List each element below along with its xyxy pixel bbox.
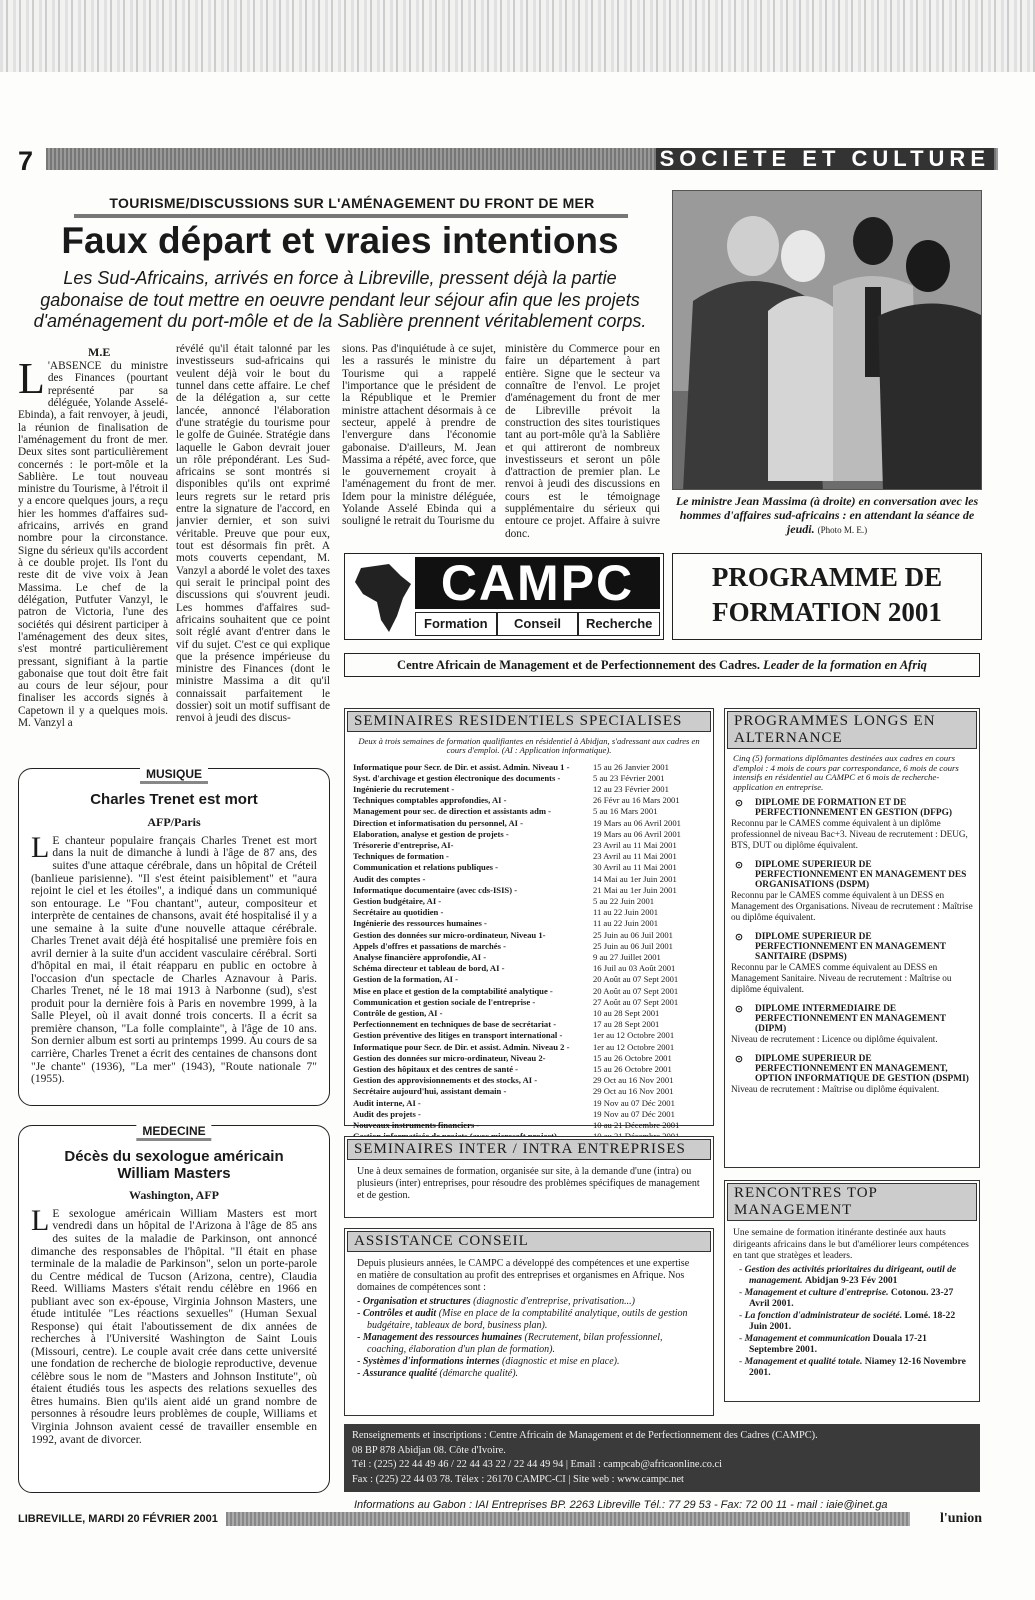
seminar-dates: 20 Août au 07 Sept 2001 xyxy=(593,974,679,985)
inter-intra-title: SEMINAIRES INTER / INTRA ENTREPRISES xyxy=(347,1139,711,1160)
assistance-item: - Contrôles et audit (Mise en place de la comptabilité analytique, outils de gestion budgétaire, tableaux de bord, business plan). xyxy=(357,1308,688,1331)
article-standfirst: Les Sud-Africains, arrivés en force à Libreville, pressent déjà la partie gabonaise de tout mettre en oeuvre pendant leur séjour afin que les projets d'aménagement du port-môle et de la Sablière prennent véritablement corps. xyxy=(33,268,647,332)
top-management-item-place: Abidjan 9-23 Fév 2001 xyxy=(804,1275,898,1286)
seminar-title: Gestion des approvisionnements et des stocks, AI - xyxy=(353,1075,538,1086)
top-management-item-place: Douala 17-21 Septembre 2001. xyxy=(749,1332,927,1355)
seminar-row xyxy=(353,974,705,985)
seminar-dates: 15 au 26 Janvier 2001 xyxy=(593,761,669,772)
seminar-dates: 30 Avril au 11 Mai 2001 xyxy=(593,862,677,873)
drop-cap: L xyxy=(18,360,45,403)
top-management-item: - Management et culture d'entreprise. Cotonou. 23-27 Avril 2001. xyxy=(739,1286,954,1309)
top-management-item: - Management et qualité totale. Niamey 12-16 Novembre 2001. xyxy=(739,1355,966,1378)
seminar-title: Communication et gestion sociale de l'entreprise - xyxy=(353,996,536,1007)
contact-line-4: Fax : (225) 22 44 03 78. Télex : 26170 CAMPC-CI | Site web : www.campc.net xyxy=(352,1473,684,1485)
top-management-item-title: La fonction d'administrateur de société. xyxy=(744,1309,903,1321)
seminar-title: Ingénierie des ressources humaines - xyxy=(353,918,487,929)
seminar-row xyxy=(353,1098,705,1109)
assistance-item: - Organisation et structures (diagnostic d'entreprise, privatisation...) xyxy=(357,1296,635,1307)
seminar-dates: 9 au 27 Juillet 2001 xyxy=(593,952,661,963)
seminar-dates: 5 au 22 Juin 2001 xyxy=(593,896,655,906)
seminar-row xyxy=(353,1019,705,1030)
seminar-row xyxy=(353,874,705,885)
article-column-2: révélé qu'il était talonné par les investisseurs sud-africains qui veulent déjà voir le bout du tunnel dans cette affaire. Le chef de la délégation a, sur cette lancée, annoncé l'élaboration d'une stratégie du tourisme pour le golfe de Guinée. Stratégie dans laquelle le Gabon devrait jouer un rôle prépondérant. Les Sud-africains se sont montrés si disponibles qu'ils ont exprimé leurs regrets sur le retard pris entre la signature de l'accord, en janvier dernier, et son suivi véritable. Preuve que pour eux, tout est désormais fin prêt. A mots couverts cependant, M. Vanzyl a abordé le volet des taxes qui serait le principal point des discussions qui s'ouvrent jeudi. Les hommes d'affaires sud-africains souhaitent que ce point soit réglé avant d'entrer dans le vif du sujet. C'est ce qui explique que la présence impérieuse du ministre des Finances (dont le ministre Massima a dit qu'il connaissait parfaitement le dossier) soit un motif suffisant de renvoi à jeudi des discus- xyxy=(176,343,330,725)
seminar-list xyxy=(345,762,713,1143)
seminar-row xyxy=(353,1042,705,1053)
seminar-dates: 26 Févr au 16 Mars 2001 xyxy=(593,795,680,806)
seminar-dates: 12 au 23 Février 2001 xyxy=(593,783,669,794)
africa-map-icon xyxy=(349,554,419,639)
diploma-title: ⊙ DIPLOME SUPERIEUR DE PERFECTIONNEMENT EN MANAGEMENT SANITAIRE (DSPMS) xyxy=(735,932,946,963)
residential-seminars-intro: Deux à trois semaines de formation qualifiantes en résidentiel à Abidjan, s'adressant aux cadres en cours d'emploi. (AI : Application informatique). xyxy=(358,736,700,756)
music-body: L E chanteur populaire français Charles Trenet est mort dans la nuit de dimanche à lundi à l'âge de 87 ans, des suites d'une attaque cérébrale, dans un hôpital de Créteil (banlieue parisienne). "Il s'est éteint paisiblement" et "aura rejoint le ciel et les étoiles", a indiqué dans un communiqué son entourage. Le "Fou chantant", auteur, compositeur et interprète de centaines de chansons, avait été hospitalisé il y a une semaine à la suite d'une nouvelle attaque cérébrale. Charles Trenet avait déjà été hospitalisé une première fois en avril dernier à la suite d'un accident vasculaire cérébral. Sorti d'hôpital en mai, il était réapparu en public en octobre à l'occasion d'un spectacle de Charles Aznavour à Paris. Charles Trenet, né le 18 mai 1913 à Narbonne (sud), s'est produit pour la dernière fois à Paris en novembre 1999, à la Salle Pleyel, où il avait donné trois concerts. Il a écrit sa première chanson, "La folle complainte", à l'âge de 10 ans. Son dernier album est sorti au printemps 1999. Au cours de sa carrière, Charles Trenet a écrit des centaines de chansons dont "Je chante" (1936), "La mer" (1943), "Route nationale 7" (1955). xyxy=(31,830,317,1086)
seminar-row xyxy=(353,941,705,952)
diploma-title: ⊙ DIPLOME SUPERIEUR DE PERFECTIONNEMENT EN MANAGEMENT DES ORGANISATIONS (DSPM) xyxy=(735,860,967,891)
seminar-dates: 15 au 26 Octobre 2001 xyxy=(593,1064,672,1075)
seminar-dates: 10 au 21 Décembre 2001 xyxy=(593,1120,680,1131)
seminar-title: Management pour sec. de direction et assistants adm - xyxy=(353,806,552,817)
assistance-conseil-intro: Depuis plusieurs années, le CAMPC a développé des compétences et une expertise en matière de consultation au profit des entreprises et organismes en Afrique. Nos domaines de compétences sont : xyxy=(357,1258,690,1293)
assistance-item-title: Systèmes d'informations internes xyxy=(362,1356,500,1367)
seminar-title: Gestion des données sur micro-ordinateur, Niveau 2- xyxy=(353,1052,546,1063)
seminar-title: Ingénierie du recrutement - xyxy=(353,783,455,794)
seminar-dates: 14 Mai au 1er Juin 2001 xyxy=(593,873,677,884)
seminar-row xyxy=(353,907,705,918)
assistance-item-title: Contrôles et audit xyxy=(362,1308,437,1319)
seminar-dates: 25 Juin au 06 Juil 2001 xyxy=(593,940,673,951)
seminar-dates: 5 au 16 Mars 2001 xyxy=(593,806,658,817)
music-section-tag: MUSIQUE xyxy=(140,767,208,784)
seminar-row xyxy=(353,829,705,840)
diploma-title: ⊙ DIPLOME INTERMEDIAIRE DE PERFECTIONNEMENT EN MANAGEMENT (DIPM) xyxy=(735,1004,946,1035)
seminar-dates: 29 Oct au 16 Nov 2001 xyxy=(593,1086,674,1097)
assistance-item: - Assurance qualité (démarche qualité). xyxy=(357,1368,519,1379)
page-number: 7 xyxy=(18,146,34,176)
diploma-description: Reconnu par le CAMES comme équivalent à un diplôme professionnel de niveau Bac+3. Niveau de recrutement : DEUG, BTS, DUT ou diplôme équivalent. xyxy=(731,818,968,851)
diploma-item xyxy=(731,1054,973,1095)
seminar-dates: 11 au 22 Juin 2001 xyxy=(593,918,659,929)
diploma-item xyxy=(731,1004,973,1045)
seminar-row xyxy=(353,952,705,963)
seminar-row xyxy=(353,840,705,851)
seminar-dates: 20 Août au 07 Sept 2001 xyxy=(593,985,679,996)
diploma-description: Niveau de recrutement : Maîtrise ou diplôme équivalent. xyxy=(731,1084,940,1095)
seminar-row xyxy=(353,795,705,806)
bullet-icon: ⊙ xyxy=(735,861,743,872)
photo-caption: Le ministre Jean Massima (à droite) en conversation avec les hommes d'affaires sud-africains : en attendant la séance de jeudi. (Photo M. E.) xyxy=(675,494,979,536)
seminar-dates: 1er au 12 Octobre 2001 xyxy=(593,1041,675,1052)
seminar-title: Audit des projets - xyxy=(353,1108,421,1119)
diploma-list xyxy=(725,798,979,1095)
medicine-body: L E sexologue américain William Masters est mort vendredi dans un hôpital de l'Arizona à l'âge de 85 ans des suites de la maladie de Parkinson, ont annoncé dimanche des responsables de l'hôpital. "Il était en phase terminale de la maladie de Parkinson", selon un porte-parole du Centre médical de Tucson (Arizona, centre), Claudia Reed. Williams Masters s'était rendu célèbre en 1966 en publiant avec son ex-épouse, Virginia Johnson Masters, une étude intitulée "Les réactions sexuelles" (Human Sexual Response) qui était l'aboutissement de dix années de recherches à l'Université Washington de Saint Louis (Missouri, centre). Le couple avait crée dans cette université une fondation de recherche de biologie reproductive, devenue célèbre sous le nom de "Masters and Johnson Institute", où étaient étudiés tous les aspects des relations sexuelles des êtres humains. Bien qu'ils aient aidé un grand nombre de personnes à résoudre leurs problèmes de couple, Williams et Virginia Johnson avaient cessé de travailler ensemble en 1992, avant de divorcer. xyxy=(31,1203,317,1446)
seminar-row xyxy=(353,1120,705,1131)
assistance-item-detail: (diagnostic et mise en place). xyxy=(502,1356,620,1367)
seminar-row xyxy=(353,1053,705,1064)
seminar-dates: 29 Oct au 16 Nov 2001 xyxy=(593,1075,674,1086)
seminar-row xyxy=(353,862,705,873)
long-programs-section xyxy=(724,708,980,1168)
seminar-row xyxy=(353,1064,705,1075)
seminar-title: Audit des comptes - xyxy=(353,873,426,884)
photo-people-illustration xyxy=(673,191,982,490)
seminar-title: Gestion des données sur micro-ordinateur, Niveau 1- xyxy=(353,929,546,940)
bullet-icon: ⊙ xyxy=(735,799,743,809)
assistance-conseil-list xyxy=(345,1296,713,1380)
seminar-title: Gestion préventive des litiges en transport international - xyxy=(353,1030,563,1041)
newspaper-name: l'union xyxy=(910,1510,982,1528)
seminar-dates: 16 Juil au 03 Août 2001 xyxy=(593,963,676,974)
seminar-title: Perfectionnement en techniques de base de secrétariat - xyxy=(353,1019,557,1030)
assistance-item-detail: (démarche qualité). xyxy=(439,1368,519,1379)
scan-top-margin xyxy=(0,0,1035,72)
long-programs-title: PROGRAMMES LONGS EN ALTERNANCE xyxy=(727,711,977,749)
seminar-title: Informatique documentaire (avec cds-ISIS) - xyxy=(353,884,518,895)
contact-line-2: 08 BP 878 Abidjan 08. Côte d'Ivoire. xyxy=(352,1444,506,1456)
top-management-item: - La fonction d'administrateur de société. Lomé. 18-22 Juin 2001. xyxy=(739,1309,956,1332)
seminar-title: Elaboration, analyse et gestion de projets - xyxy=(353,828,509,839)
assistance-conseil-title: ASSISTANCE CONSEIL xyxy=(347,1231,711,1252)
article-column-4: ministère du Commerce pour en faire un département à part entière. Signe que le secteur va connaître de l'envol. Le projet d'aménagement du front de mer de Libreville prévoit la construction des sites touristiques tant au port-môle qu'à la Sablière et qui attireront de nombreux investisseurs et seront un pôle d'attraction de premier plan. Le renvoi à jeudi des discussions en cours est le témoignage supplémentaire du sérieux qui entoure ce projet. Affaire à suivre donc. xyxy=(505,343,660,540)
bullet-icon: ⊙ xyxy=(735,933,743,944)
contact-block xyxy=(344,1424,980,1492)
music-source: AFP/Paris xyxy=(147,815,201,829)
assistance-item-title: Assurance qualité xyxy=(362,1368,438,1379)
diploma-item xyxy=(731,798,973,851)
diploma-title: ⊙ DIPLOME SUPERIEUR DE PERFECTIONNEMENT EN MANAGEMENT, OPTION INFORMATIQUE DE GESTION (DSPMI) xyxy=(735,1054,969,1085)
seminar-title: Mise en place et gestion de la comptabilité analytique - xyxy=(353,985,553,996)
seminar-title: Direction et informatisation du personnel, AI - xyxy=(353,817,524,828)
assistance-item-detail: (Recrutement, bilan professionnel, coaching, élaboration d'un plan de formation). xyxy=(367,1332,663,1355)
seminar-title: Nouveaux instruments financiers - xyxy=(353,1120,480,1131)
seminar-dates: 19 Nov au 07 Déc 2001 xyxy=(593,1097,675,1108)
seminar-title: Contrôle de gestion, AI - xyxy=(353,1008,443,1019)
article-photo xyxy=(672,190,982,490)
kicker-rule xyxy=(74,214,628,218)
seminar-title: Informatique pour Secr. de Dir. et assist. Admin. Niveau 1 - xyxy=(353,761,570,772)
contact-line-3: Tél : (225) 22 44 49 46 / 22 44 43 22 / 22 44 49 94 | Email : campcab@africaonline.co.ci xyxy=(352,1459,723,1471)
campc-tab-recherche: Recherche xyxy=(578,612,660,636)
seminar-row xyxy=(353,1075,705,1086)
seminar-title: Analyse financière approfondie, AI - xyxy=(353,952,487,963)
seminar-title: Informatique pour Secr. de Dir. et assist. Admin. Niveau 2 - xyxy=(353,1041,570,1052)
campc-tab-formation: Formation xyxy=(415,612,497,636)
inter-intra-text: Une à deux semaines de formation, organisée sur site, à la demande d'une (intra) ou plusieurs (inter) entreprises, pour résoudre des problèmes spécifiques de management et de gestion. xyxy=(357,1166,700,1201)
top-management-item-title: Management et qualité totale. xyxy=(744,1355,863,1367)
residential-seminars-title: SEMINAIRES RESIDENTIELS SPECIALISES xyxy=(347,711,711,732)
top-management-item-title: Management et culture d'entreprise. xyxy=(744,1286,889,1298)
assistance-item: - Management des ressources humaines (Recrutement, bilan professionnel, coaching, élaboration d'un plan de formation). xyxy=(357,1332,663,1355)
top-management-item: - Gestion des activités prioritaires du dirigeant, outil de management. Abidjan 9-23 Fév 2001 xyxy=(739,1263,957,1286)
inter-intra-section xyxy=(344,1136,714,1218)
gabon-contact: Informations au Gabon : IAI Entreprises BP. 2263 Libreville Tél.: 77 29 53 - Fax: 72 00 11 - mail : iaie@inet.ga xyxy=(354,1499,888,1511)
seminar-dates: 19 Mars au 06 Avril 2001 xyxy=(593,828,681,839)
medicine-headline: Décès du sexologue américain William Masters xyxy=(64,1148,284,1182)
seminar-title: Trésorerie d'entreprise, AI- xyxy=(353,839,454,850)
seminar-row xyxy=(353,997,705,1008)
seminar-title: Techniques comptables approfondies, AI - xyxy=(353,795,507,806)
article-byline: M.E xyxy=(88,345,111,359)
seminar-dates: 27 Août au 07 Sept 2001 xyxy=(593,996,679,1007)
section-banner xyxy=(46,148,998,170)
bullet-icon: ⊙ xyxy=(735,1005,743,1016)
seminar-title: Schéma directeur et tableau de bord, AI - xyxy=(353,963,505,974)
assistance-item-title: Organisation et structures xyxy=(362,1296,471,1307)
seminar-dates: 1er au 12 Octobre 2001 xyxy=(593,1030,675,1041)
seminar-row xyxy=(353,1109,705,1120)
article-column-1: L 'ABSENCE du ministre des Finances (pourtant représenté par sa déléguée, Yolande Asselé-Ebinda), a fait renvoyer, à jeudi, la réunion de finalisation de l'aménagement du front de mer. Deux sites sont particulièrement concernés : le port-môle et la Sablière. Le tout nouveau ministre du Tourisme, à l'étroit il y a encore quelques jours, a reçu hier les hommes d'affaires sud-africains, arrivés en grand nombre pour la circonstance. Signe du sérieux qu'ils accordent à ce double projet. Ils l'ont du reste dit de vive voix à Jean Massima. Le chef de la délégation, Putfuter Vanzyl, le patron de Victoria, l'une des sociétés qui désirent participer à l'aménagement des deux sites, s'est montré particulièrement pressant, signifiant à la partie gabonaise que tout doit être fait au cours de leur séjour, pour finaliser les accords signés à Capetown il y a quelques mois. M. Vanzyl a xyxy=(18,360,168,730)
seminar-dates: 5 au 23 Février 2001 xyxy=(593,772,665,783)
assistance-item-title: Management des ressources humaines xyxy=(362,1332,523,1343)
seminar-row xyxy=(353,806,705,817)
bullet-icon: ⊙ xyxy=(735,1055,743,1066)
top-management-item-title: Management et communication xyxy=(744,1332,871,1344)
seminar-row xyxy=(353,930,705,941)
medicine-article-box xyxy=(18,1125,330,1493)
seminar-row xyxy=(353,818,705,829)
seminar-title: Communication et relations publiques - xyxy=(353,862,498,873)
diploma-item xyxy=(731,860,973,923)
diploma-description: Reconnu par le CAMES comme équivalent au DESS en Management Sanitaire. Niveau de recrutement : Maîtrise ou diplôme équivalent. xyxy=(731,962,952,995)
seminar-title: Syst. d'archivage et gestion électronique des documents - xyxy=(353,772,561,783)
top-management-item-place: Lomé. 18-22 Juin 2001. xyxy=(749,1309,956,1332)
diploma-title: ⊙ DIPLOME DE FORMATION ET DE PERFECTIONNEMENT EN GESTION (DFPG) xyxy=(735,798,952,818)
campc-logo-text: CAMPC xyxy=(415,557,660,609)
section-title: SOCIETE ET CULTURE xyxy=(656,148,994,170)
programme-title: PROGRAMME DE FORMATION 2001 xyxy=(672,553,982,640)
top-management-intro: Une semaine de formation itinérante destinée aux hauts dirigeants africains dans le but d'améliorer leurs compétences en tant que stratèges et leaders. xyxy=(733,1227,969,1261)
seminar-title: Appels d'offres et passations de marchés - xyxy=(353,940,506,951)
seminar-dates: 17 au 28 Sept 2001 xyxy=(593,1019,660,1030)
top-management-item-place: Niamey 12-16 Novembre 2001. xyxy=(749,1355,966,1378)
seminar-dates: 25 Juin au 06 Juil 2001 xyxy=(593,929,673,940)
assistance-item-detail: (diagnostic d'entreprise, privatisation...) xyxy=(473,1296,635,1307)
diploma-item xyxy=(731,932,973,995)
seminar-dates: 15 au 26 Octobre 2001 xyxy=(593,1052,672,1063)
seminar-row xyxy=(353,1030,705,1041)
diploma-description: Niveau de recrutement : Licence ou diplôme équivalent. xyxy=(731,1034,938,1045)
medicine-section-tag: MEDECINE xyxy=(136,1124,211,1141)
top-management-item-title: Gestion des activités prioritaires du dirigeant, outil de management. xyxy=(744,1263,957,1286)
seminar-title: Audit interne, AI - xyxy=(353,1097,421,1108)
long-programs-intro: Cinq (5) formations diplômantes destinées aux cadres en cours d'emploi : 4 mois de cours par correspondance, 6 mois de cours intensifs en résidentiel au CAMPC et 6 mois de recherche-application en entreprise. xyxy=(733,753,959,792)
seminar-dates: 11 au 22 Juin 2001 xyxy=(593,907,659,918)
seminar-row xyxy=(353,963,705,974)
seminar-row xyxy=(353,986,705,997)
footer-dateline: LIBREVILLE, MARDI 20 FÉVRIER 2001 xyxy=(18,1510,226,1528)
top-management-list xyxy=(725,1264,979,1379)
top-management-item-place: Cotonou. 23-27 Avril 2001. xyxy=(749,1286,954,1309)
seminar-row xyxy=(353,918,705,929)
campc-full-name: Centre Africain de Management et de Perfectionnement des Cadres. Leader de la formation en Afriq xyxy=(344,653,980,677)
campc-tab-conseil: Conseil xyxy=(497,612,579,636)
seminar-row xyxy=(353,784,705,795)
music-headline: Charles Trenet est mort xyxy=(90,791,258,808)
article-kicker: TOURISME/DISCUSSIONS SUR L'AMÉNAGEMENT DU FRONT DE MER xyxy=(109,195,595,211)
seminar-title: Gestion des hôpitaux et des centres de santé - xyxy=(353,1064,519,1075)
article-headline: Faux départ et vraies intentions xyxy=(61,220,619,261)
residential-seminars-section xyxy=(344,708,714,1131)
campc-logo-block xyxy=(344,553,664,640)
campc-tabs xyxy=(415,612,660,636)
seminar-dates: 10 au 28 Sept 2001 xyxy=(593,1008,660,1019)
seminar-row xyxy=(353,896,705,907)
photo-credit: (Photo M. E.) xyxy=(817,524,868,535)
seminar-row xyxy=(353,851,705,862)
medicine-source: Washington, AFP xyxy=(128,1188,220,1202)
top-management-section xyxy=(724,1180,980,1402)
music-article-box xyxy=(18,768,330,1106)
seminar-title: Techniques de formation - xyxy=(353,851,449,862)
assistance-conseil-section xyxy=(344,1228,714,1416)
seminar-dates: 19 Nov au 07 Déc 2001 xyxy=(593,1108,675,1119)
seminar-row xyxy=(353,885,705,896)
diploma-description: Reconnu par le CAMES comme équivalent à un DESS en Management des Organisations. Niveau de recrutement : Maîtrise ou diplôme équivalent. xyxy=(731,890,973,923)
seminar-dates: 19 Mars au 06 Avril 2001 xyxy=(593,817,681,828)
top-management-item: - Management et communication Douala 17-21 Septembre 2001. xyxy=(739,1332,927,1355)
seminar-title: Secrétaire au quotidien - xyxy=(353,907,444,918)
seminar-row xyxy=(353,773,705,784)
seminar-dates: 23 Avril au 11 Mai 2001 xyxy=(593,851,677,862)
seminar-title: Gestion budgétaire, AI - xyxy=(353,896,442,906)
contact-line-1: Renseignements et inscriptions : Centre Africain de Management et de Perfectionnement des Cadres (CAMPC). xyxy=(352,1430,818,1441)
assistance-item-detail: (Mise en place de la comptabilité analytique, outils de gestion budgétaire, tableaux de bord, business plan). xyxy=(367,1308,688,1331)
article-column-3: sions. Pas d'inquiétude à ce sujet, les a rassurés le ministre du Tourisme qui a rappelé l'importance que le président de la République et le Premier ministre attachent désormais à ce secteur, appelé à prendre de l'envergure dans l'économie gabonaise. D'ailleurs, M. Jean Massima a répété, avec force, que le gouvernement croyait à l'aménagement du front de mer. Idem pour la ministre déléguée, Yolande Asselé Ebinda qui a souligné le retrait du Tourisme du xyxy=(342,343,496,528)
top-management-title: RENCONTRES TOP MANAGEMENT xyxy=(727,1183,977,1221)
seminar-title: Gestion de la formation, AI - xyxy=(353,974,459,985)
seminar-title: Secrétaire aujourd'hui, assistant demain - xyxy=(353,1086,507,1097)
seminar-row xyxy=(353,1008,705,1019)
seminar-row xyxy=(353,1086,705,1097)
seminar-row xyxy=(353,762,705,773)
seminar-dates: 23 Avril au 11 Mai 2001 xyxy=(593,839,677,850)
assistance-item: - Systèmes d'informations internes (diagnostic et mise en place). xyxy=(357,1356,620,1367)
seminar-dates: 21 Mai au 1er Juin 2001 xyxy=(593,884,677,895)
